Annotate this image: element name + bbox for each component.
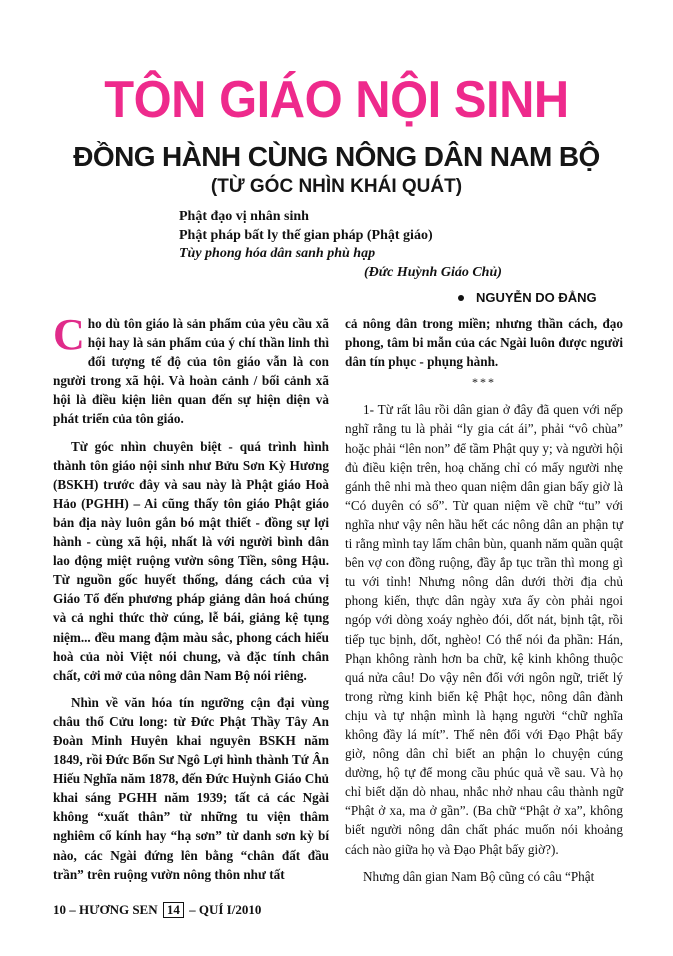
right-column [345,314,623,886]
article-title: TÔN GIÁO NỘI SINH [104,71,569,129]
footer-suffix: – QUÍ I/2010 [189,902,262,917]
author-byline [458,290,597,306]
left-column [53,310,329,884]
epigraph-line-1: Phật đạo vị nhân sinh [179,209,309,224]
epigraph [179,208,619,282]
epigraph-source: (Đức Huỳnh Giáo Chủ) [364,264,502,280]
author-name: NGUYỄN DO ĐẲNG [476,290,597,305]
paragraph-2: Từ góc nhìn chuyên biệt - quá trình hình thành tôn giáo nội sinh như Bửu Sơn Kỳ Hương (BSKH) trước đây và sau này là Phật giáo Hoà Hảo (PGHH) – Ai cũng thấy tôn giáo Phật giáo bản địa này luôn gắn bó mật thiết - đồng sự lợi hành - cùng xã hội, nhất là với người bình dân lao động miệt ruộng vườn sông Tiền, sông Hậu. Từ nguồn gốc huyết thống, dáng cách của vị Giáo Tổ đến phương pháp giảng dân hoá chúng và cả nghi thức thờ cúng, lễ bái, giảng kệ tụng niệm... đều mang đậm màu sắc, phong cách hiếu hoà của nòi Việt nói chung, và đặc tính chân chất, cởi mở của nông dân Nam Bộ nói riêng. [53,438,329,683]
paragraph-section-1-continued: Nhưng dân gian Nam Bộ cũng có câu “Phật [363,868,595,884]
epigraph-line-2: Phật pháp bất ly thế gian pháp (Phật giáo) [179,227,433,243]
paragraph-1-text: ho dù tôn giáo là sản phẩm của yêu cầu xã hội hay là sản phẩm của ý chí thần linh thì đối tượng tế độ của tôn giáo vẫn là con người trong xã hội. Và hoàn cảnh / bối cảnh xã hội là điều kiện liên quan đến sự hiện diện và phát triển của tôn giáo. [53,316,329,427]
bullet-icon [458,295,464,301]
epigraph-line-3: Tùy phong hóa dân sanh phù hạp [179,246,376,261]
footer-page-prefix: 10 – HƯƠNG SEN [53,902,158,917]
drop-cap: C [53,310,85,359]
paragraph-section-1: 1- Từ rất lâu rồi dân gian ở đây đã quen với nếp nghĩ rằng tu là phải “ly gia cát ái”, phải “vô chùa” hoặc phải “lên non” để tầm Phật quy y; và người hội đủ điều kiện trên, hoạ chăng chỉ có mấy người nhẹ gánh thê nhi mà theo quan niệm dân gian bấy giờ là “Có duyên có số”. Từ quan niệm về chữ “tu” với nghĩa như vậy nên hầu hết các nông dân an phận tự ti rằng mình tay lấm chân bùn, quanh năm quần quật bên vợ con đồng ruộng, đầy ắp tục trần thì mong gì tu với tỉnh! Nhưng nông dân dưới thời địa chủ phong kiến, thực dân ngày xưa ấy còn phải ngoi ngóp với dòng xoáy nghèo đói, dốt nát, bịnh tật, rồi tiếp tục bịnh, dốt, nghèo! Có thể nói đa phần: Hán, Phạn không rành hơn ba chữ, kệ kinh không thuộc quá nửa câu! Do vậy nên đối với ngôn ngữ, triết lý trong rừng kinh biển kệ Phật học, nông dân đành chịu và tự nhận mình là hạng người “chữ nghĩa không đầy lá mít”. Thế nên đối với Đạo Phật bấy giờ, nông dân chỉ biết an phận lo chuyện cúng dường, hộ tự để mong cầu phúc quả về sau. Và họ chỉ biết dặn dò nhau, nhắc nhở nhau câu thành ngữ “Phật ở xa, ma ở gần”. (Ba chữ “Phật ở xa”, không biết người nông dân chất phác muốn nói khoảng cách nào giữa họ và Đạo Phật bấy giờ?). [345,402,623,857]
paragraph-lead: cả nông dân trong miền; nhưng thần cách, đạo phong, tâm bi mẫn của các Ngài luôn được người dân tín phục - phụng hành. [345,316,623,370]
page-footer [53,901,261,919]
article-subtitle: ĐỒNG HÀNH CÙNG NÔNG DÂN NAM BỘ [73,141,600,172]
paragraph-1 [53,310,329,429]
paragraph-3: Nhìn về văn hóa tín ngưỡng cận đại vùng châu thổ Cửu long: từ Đức Phật Thầy Tây An Đoàn Minh Huyên khai nguyên BSKH năm 1849, rồi Đức Bổn Sư Ngô Lợi hình thành Tứ Ân Hiếu Nghĩa năm 1878, đến Đức Huỳnh Giáo Chủ khai sáng PGHH năm 1939; tất cả các Ngài không “xuất thân” từ những tu viện thâm nghiêm cổ kính hay “hạ sơn” từ danh sơn kỳ bí nào, các Ngài đứng lên bằng “chân đất đầu trần” trên ruộng vườn nông thôn như tất [53,694,329,882]
section-separator: *** [472,375,496,390]
article-subtitle-parenthetical: (TỪ GÓC NHÌN KHÁI QUÁT) [210,176,463,197]
footer-issue-number: 14 [163,902,184,918]
